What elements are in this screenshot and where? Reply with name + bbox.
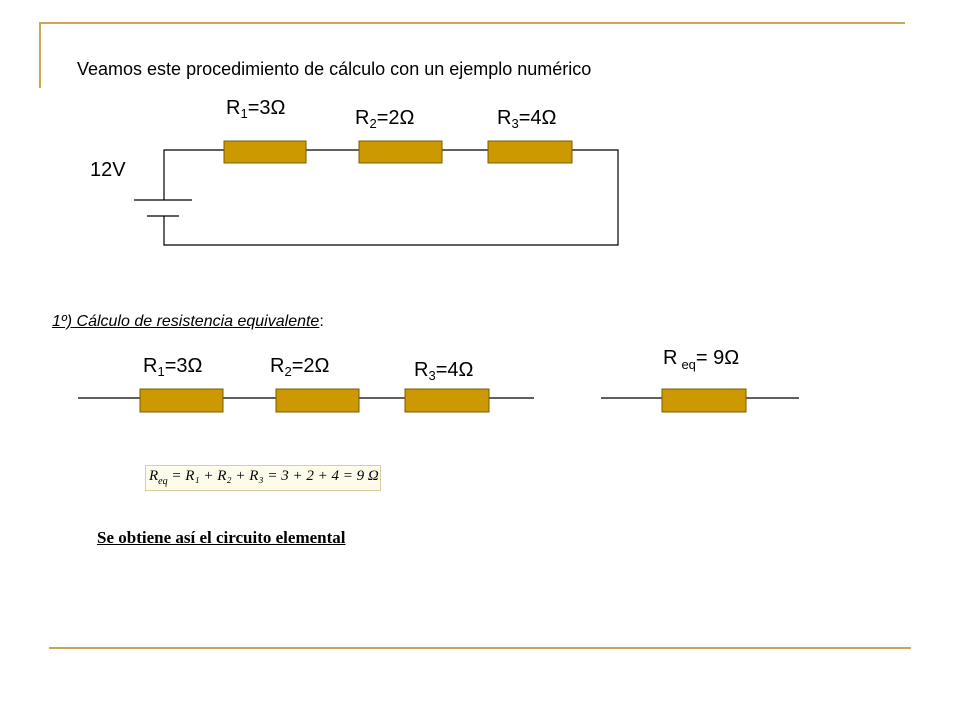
wire-return: [164, 150, 618, 245]
series-resistor-r1: [140, 389, 223, 412]
wire-top-left: [164, 150, 224, 200]
equivalent-label: R $_{eq}$= 9Ω: [663, 347, 740, 372]
series-resistor-r3: [405, 389, 489, 412]
series-label-r3: $R_3=4\Omega$: [414, 359, 474, 383]
label-r1: $R_1=3\Omega$: [226, 97, 286, 121]
circuit-wires: [134, 150, 618, 245]
label-r2: $R_2=2\Omega$: [355, 107, 415, 131]
conclusion-text: Se obtiene así el circuito elemental: [97, 528, 346, 547]
formula: $R_{eq} = R_1 + R_2 + R_3 = 3 + 2 + 4 = 9$ Ω: [149, 468, 379, 487]
series-label-r2: $R_2=2\Omega$: [270, 355, 330, 379]
voltage-label: 12V: [90, 159, 126, 181]
step-heading: 1º) Cálculo de resistencia equivalente:: [52, 313, 324, 330]
series-resistor-r2: [276, 389, 359, 412]
resistor-r3: [488, 141, 572, 163]
resistor-r2: [359, 141, 442, 163]
resistor-r1: [224, 141, 306, 163]
label-r3: $R_3=4\Omega$: [497, 107, 557, 131]
series-label-r1: $R_1=3\Omega$: [143, 355, 203, 379]
equivalent-resistor: [662, 389, 746, 412]
intro-text: Veamos este procedimiento de cálculo con un ejemplo numérico: [77, 59, 592, 79]
